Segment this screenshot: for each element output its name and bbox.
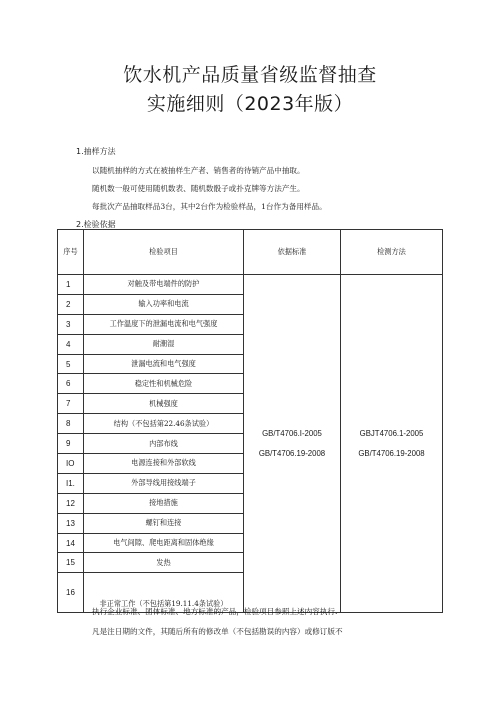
- row-item: 非正常工作（不包括第19.11.4条试验）: [84, 573, 244, 613]
- row-number: IO: [58, 454, 84, 474]
- row-number: 6: [58, 374, 84, 394]
- row-item: 耐潮湿: [84, 334, 244, 354]
- table-header-row: [58, 230, 443, 275]
- row-number: 14: [58, 533, 84, 553]
- row-number: 16: [58, 573, 84, 613]
- row-number: 7: [58, 394, 84, 414]
- header-test-method: 检测方法: [341, 230, 443, 275]
- row-number: 13: [58, 513, 84, 533]
- footer-note-2: 凡是注日期的文件，其随后所有的修改单（不包括勘误的内容）或修订版不: [92, 627, 343, 636]
- row-number: 2: [58, 294, 84, 314]
- row-item: 发热: [84, 553, 244, 573]
- row-item: 外部导线用接线端子: [84, 473, 244, 493]
- row-number: 5: [58, 354, 84, 374]
- row-number: 9: [58, 434, 84, 454]
- row-item: 电源连接和外部软线: [84, 454, 244, 474]
- standard-line-2: GB/T4706.19-2008: [258, 448, 326, 458]
- table-row: [58, 275, 443, 295]
- header-serial-no: 序号: [58, 230, 84, 275]
- sampling-line-3: 每批次产品抽取样品3台，其中2台作为检验样品，1台作为备用样品。: [92, 202, 327, 211]
- method-line-2: GB/T4706.19-2008: [358, 448, 425, 458]
- row-number: 8: [58, 414, 84, 434]
- row-number: 3: [58, 314, 84, 334]
- document-title-line-2: 实施细则（2023年版）: [146, 93, 354, 115]
- header-standard: 依据标准: [244, 230, 341, 275]
- section-heading-sampling: 1.抽样方法: [76, 147, 116, 156]
- row-item: 螺钉和连接: [84, 513, 244, 533]
- row-item: 结构（不包括第22.46条试验）: [84, 414, 244, 434]
- row-item: 泄漏电流和电气强度: [84, 354, 244, 374]
- footer-note-1: 执行企业标准、团体标准、地方标准的产品，检验项目参照上述内容执行.: [92, 607, 338, 616]
- sampling-line-1: 以随机抽样的方式在被抽样生产者、销售者的待销产品中抽取。: [92, 166, 305, 175]
- row-number: I1.: [58, 473, 84, 493]
- sampling-line-2: 随机数一般可使用随机数表、随机数骰子或扑克牌等方法产生。: [92, 184, 305, 193]
- header-inspection-item: 检验项目: [84, 230, 244, 275]
- row-item: 工作温度下的泄漏电流和电气强度: [84, 314, 244, 334]
- row-item: 电气间隙、爬电距离和固体绝缘: [84, 533, 244, 553]
- row-item: 接地措施: [84, 493, 244, 513]
- row-number: 15: [58, 553, 84, 573]
- row-item: 机械强度: [84, 394, 244, 414]
- standard-line-1: GB/T4706.I-2005: [262, 428, 322, 438]
- inspection-table: [57, 229, 443, 613]
- document-title-line-1: 饮水机产品质量省级监督抽查: [123, 64, 377, 86]
- row-number: 1: [58, 275, 84, 295]
- section-heading-inspection-basis: 2.检验依据: [76, 220, 116, 229]
- method-line-1: GBJT4706.1-2005: [359, 428, 424, 438]
- method-cell: [341, 275, 443, 613]
- row-number: 4: [58, 334, 84, 354]
- row-item: 输入功率和电流: [84, 294, 244, 314]
- row-item: 对触及带电端件的防护: [84, 275, 244, 295]
- standard-cell: [244, 275, 341, 613]
- row-number: 12: [58, 493, 84, 513]
- row-item: 稳定性和机械危险: [84, 374, 244, 394]
- row-item: 内部布线: [84, 434, 244, 454]
